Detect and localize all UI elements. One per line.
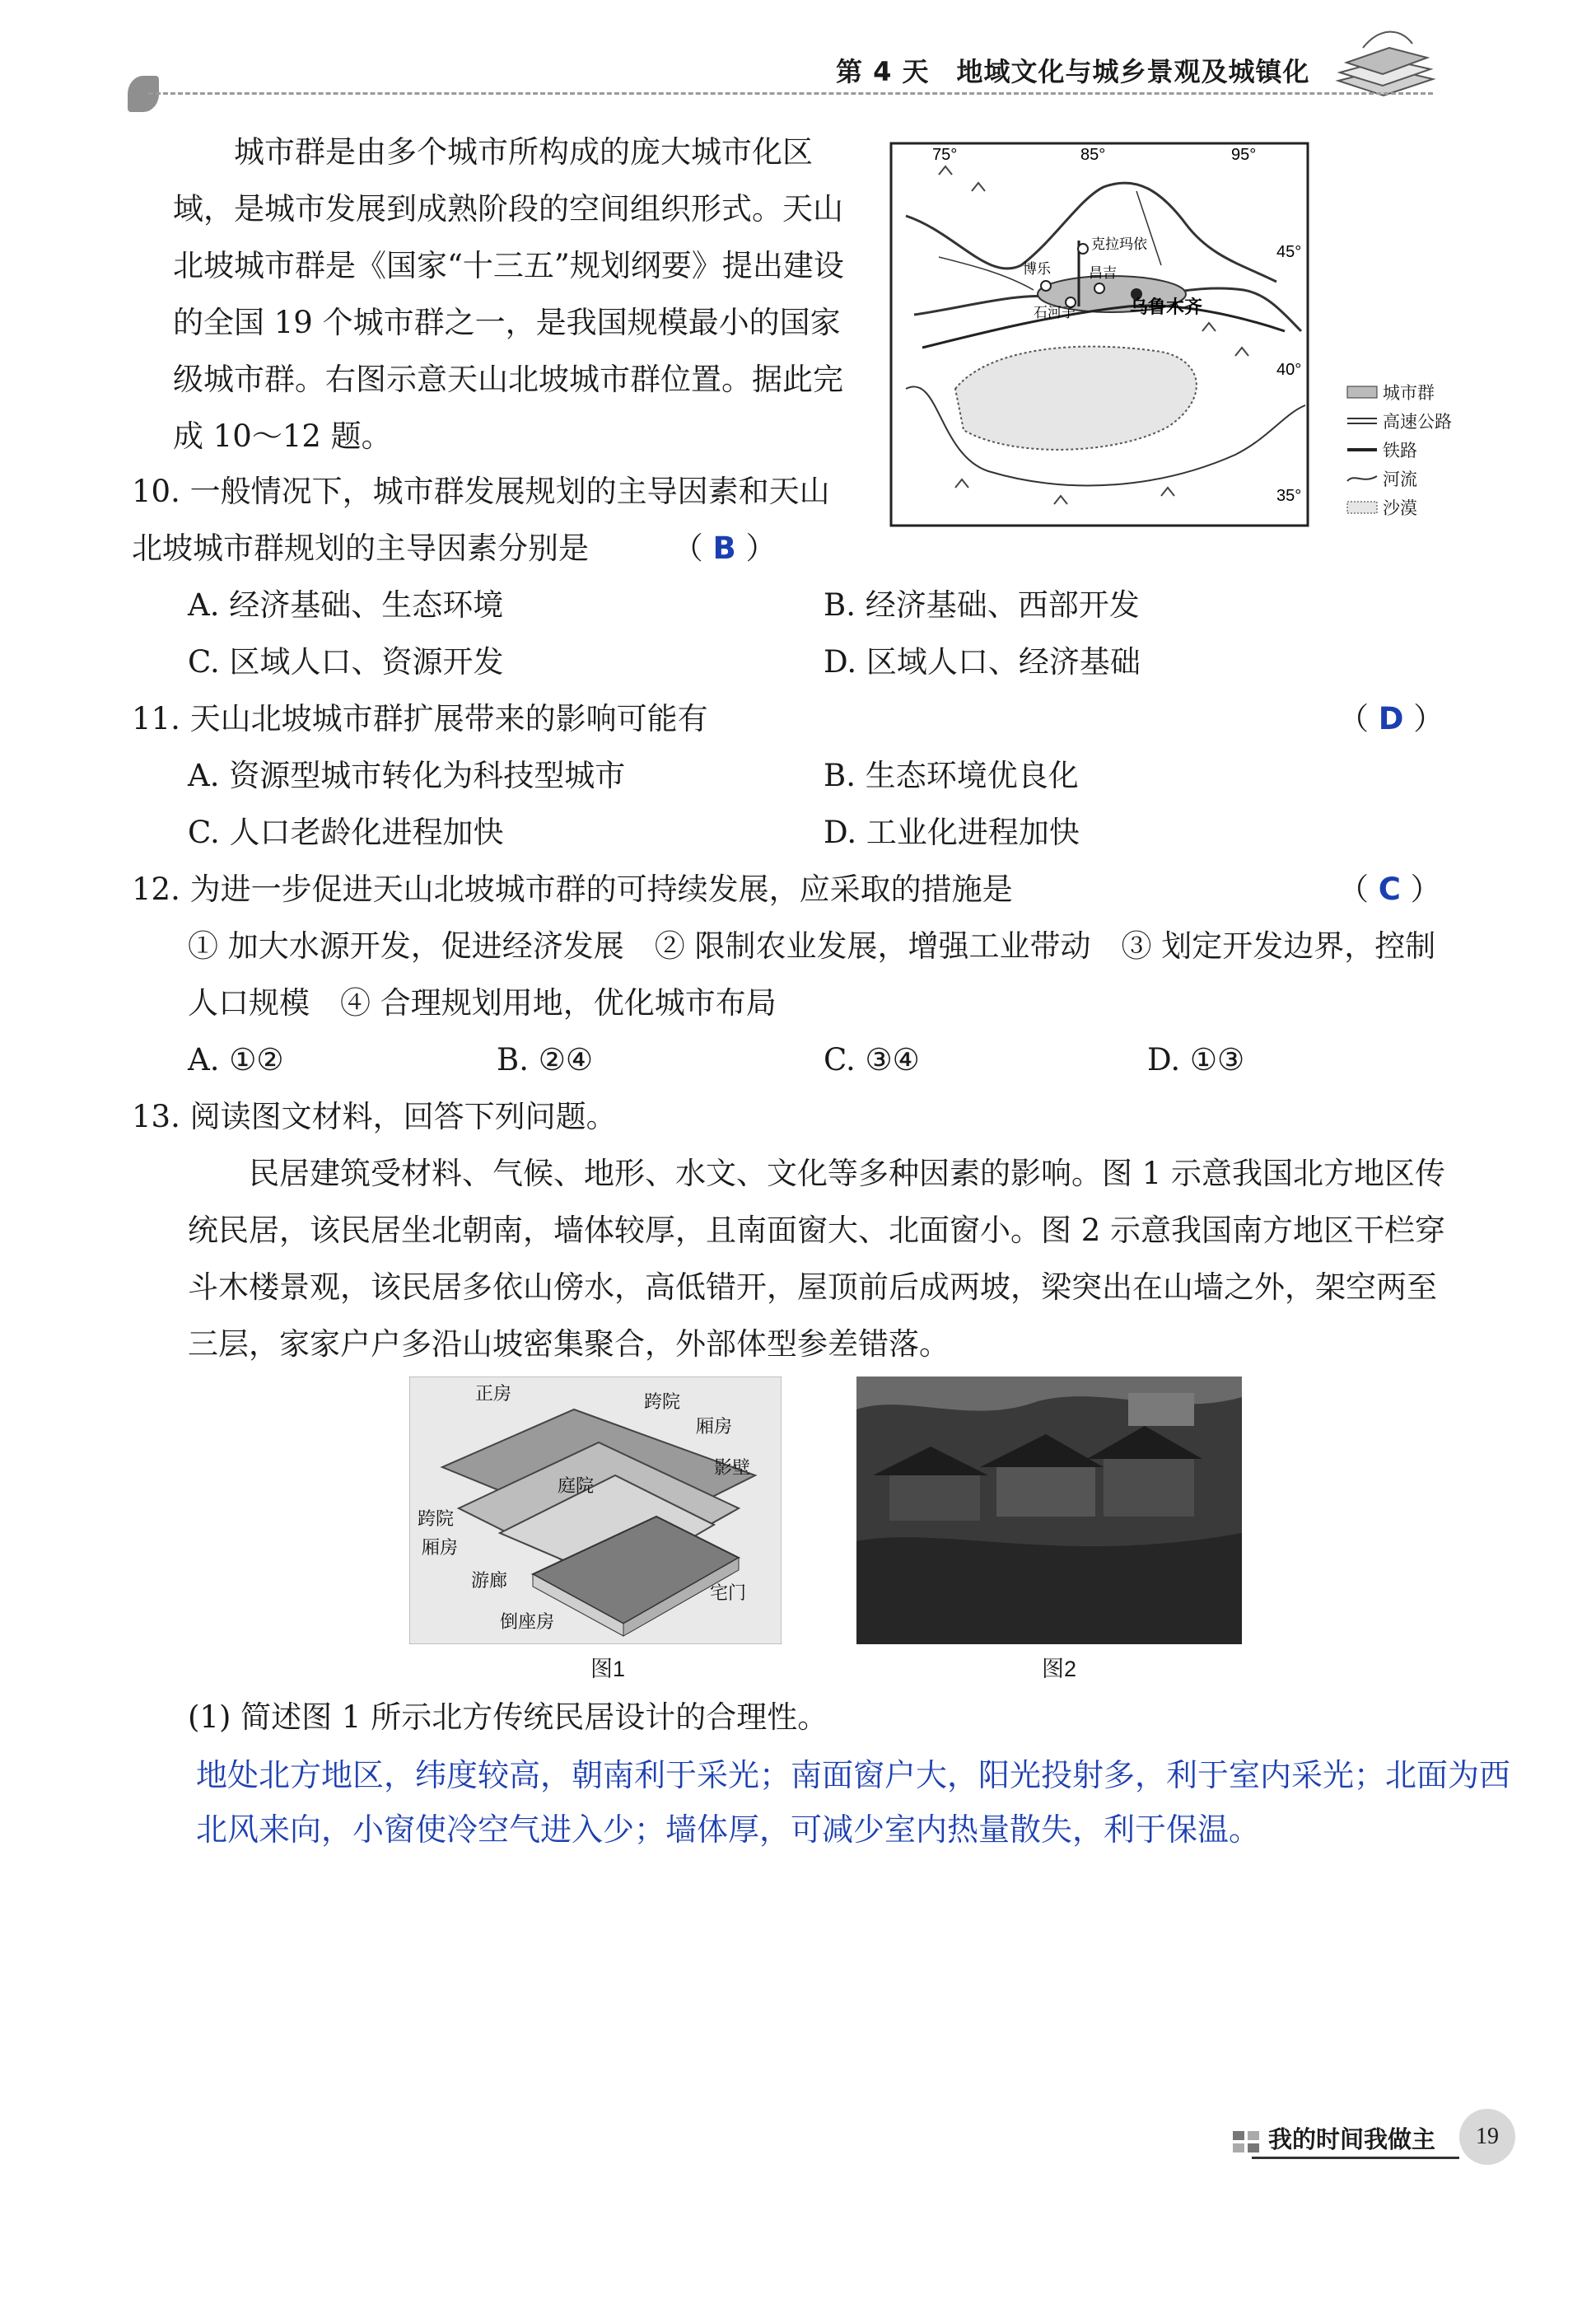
handwritten-answer: 地处北方地区，纬度较高，朝南利于采光；南面窗户大，阳光投射多，利于室内采光；北面为西 bbox=[196, 1757, 1511, 1793]
intro-paragraph: 城市群是由多个城市所构成的庞大城市化区域，是城市发展到成熟阶段的空间组织形式。天山北坡城市群是《国家“十三五”规划纲要》提出建设的全国 19 个城市群之一，是我国规模最小的国家级城市群。右图示意天山北坡城市群位置。据此完成 10～12 题。 bbox=[173, 134, 844, 454]
question-13-material: 民居建筑受材料、气候、地形、水文、文化等多种因素的影响。图 1 示意我国北方地区传统民居，该民居坐北朝南，墙体较厚，且南面窗大、北面窗小。图 2 示意我国南方地区干栏穿斗木楼景观，该民居多依山傍水，高低错开，屋顶前后成两坡，梁突出在山墙之外，架空两至三层，家家户户多沿山坡密集聚合，外部体型参差错落。 bbox=[188, 1156, 1446, 1362]
option: C. 区域人口、资源开发 bbox=[188, 644, 504, 680]
option: B. 经济基础、西部开发 bbox=[824, 587, 1140, 623]
fig1-label: 跨院 bbox=[644, 1391, 681, 1412]
figure-2-stilt-houses bbox=[856, 1377, 1242, 1644]
legend-label: 铁路 bbox=[1383, 441, 1417, 460]
city-label: 昌吉 bbox=[1089, 265, 1117, 281]
question-stem: 12. 为进一步促进天山北坡城市群的可持续发展，应采取的措施是 bbox=[132, 872, 1013, 907]
tianshan-map bbox=[889, 142, 1309, 527]
map-legend bbox=[1346, 377, 1454, 521]
answer-mark: B bbox=[712, 531, 736, 566]
lat-label: 35° bbox=[1276, 487, 1302, 505]
figure-1-courtyard bbox=[409, 1377, 782, 1644]
fig1-label: 跨院 bbox=[418, 1508, 455, 1529]
city-label: 博乐 bbox=[1023, 261, 1051, 277]
legend-label: 河流 bbox=[1383, 470, 1417, 489]
option: A. 经济基础、生态环境 bbox=[188, 587, 504, 623]
lat-label: 40° bbox=[1276, 361, 1302, 379]
fig1-label: 影壁 bbox=[714, 1457, 751, 1478]
answer-mark: D bbox=[1378, 701, 1404, 736]
question-11 bbox=[132, 690, 1449, 747]
legend-label: 沙漠 bbox=[1383, 498, 1417, 518]
figure-1-caption: 图1 bbox=[590, 1657, 626, 1681]
header-divider bbox=[148, 92, 1433, 95]
lon-label: 95° bbox=[1231, 146, 1257, 164]
footer-slogan: 我的时间我做主 bbox=[1268, 2125, 1436, 2153]
question-stem: 11. 天山北坡城市群扩展带来的影响可能有 bbox=[132, 701, 708, 736]
answer-mark: C bbox=[1378, 872, 1401, 907]
question-stem: 10. 一般情况下，城市群发展规划的主导因素和天山北坡城市群规划的主导因素分别是 bbox=[132, 474, 830, 566]
fig1-label: 游廊 bbox=[471, 1570, 508, 1591]
question-13-stem: 13. 阅读图文材料，回答下列问题。 bbox=[132, 1099, 617, 1134]
answer-bracket: （ D ） bbox=[1338, 701, 1444, 736]
page-number: 19 bbox=[1459, 2109, 1515, 2165]
city-label: 克拉玛依 bbox=[1091, 236, 1147, 252]
lon-label: 85° bbox=[1080, 146, 1106, 164]
option: A. 资源型城市转化为科技型城市 bbox=[188, 758, 626, 793]
fig1-label: 正房 bbox=[475, 1383, 512, 1404]
question-10: 10. 一般情况下，城市群发展规划的主导因素和天山北坡城市群规划的主导因素分别是 （ B ） bbox=[132, 474, 830, 566]
footer-divider bbox=[1252, 2157, 1459, 2159]
option: D. ①③ bbox=[1147, 1042, 1245, 1077]
legend-label: 城市群 bbox=[1383, 383, 1435, 403]
city-label: 乌鲁木齐 bbox=[1130, 297, 1203, 317]
fig1-label: 厢房 bbox=[696, 1416, 733, 1437]
fig1-label: 厢房 bbox=[422, 1537, 459, 1558]
page-header-title: 第 4 天 地域文化与城乡景观及城镇化 bbox=[836, 56, 1310, 87]
lon-label: 75° bbox=[932, 146, 958, 164]
option: B. 生态环境优良化 bbox=[824, 758, 1079, 793]
lat-label: 45° bbox=[1276, 243, 1302, 261]
question-12 bbox=[132, 861, 1013, 918]
question-13-sub1: (1) 简述图 1 所示北方传统民居设计的合理性。 bbox=[188, 1699, 828, 1735]
figure-2-caption: 图2 bbox=[1042, 1657, 1077, 1681]
option: B. ②④ bbox=[497, 1042, 594, 1077]
footer-grid-icon bbox=[1231, 2129, 1261, 2154]
legend-label: 高速公路 bbox=[1383, 412, 1452, 432]
answer-bracket: （ C ） bbox=[1338, 872, 1441, 907]
fig1-label: 倒座房 bbox=[500, 1611, 555, 1632]
question-12-measures: ① 加大水源开发，促进经济发展 ② 限制农业发展，增强工业带动 ③ 划定开发边界，控制人口规模 ④ 合理规划用地，优化城市布局 bbox=[188, 928, 1436, 1021]
city-label: 石河子 bbox=[1034, 305, 1076, 320]
fig1-label: 庭院 bbox=[558, 1475, 595, 1496]
fig1-label: 宅门 bbox=[710, 1582, 747, 1603]
book-stack-icon bbox=[1330, 23, 1437, 101]
option: A. ①② bbox=[188, 1042, 284, 1077]
option: C. 人口老龄化进程加快 bbox=[188, 815, 504, 850]
option: D. 工业化进程加快 bbox=[824, 815, 1080, 850]
option: D. 区域人口、经济基础 bbox=[824, 644, 1141, 680]
option: C. ③④ bbox=[824, 1042, 920, 1077]
handwritten-answer: 北风来向，小窗使冷空气进入少；墙体厚，可减少室内热量散失，利于保温。 bbox=[196, 1811, 1261, 1848]
